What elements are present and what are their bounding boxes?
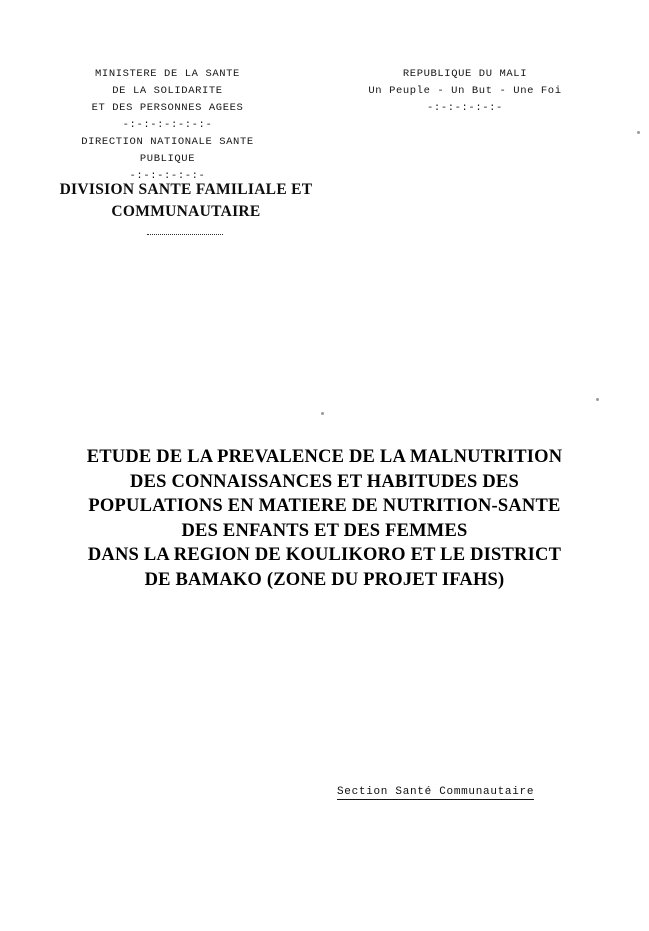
title-line-4: DES ENFANTS ET DES FEMMES (181, 520, 468, 541)
document-header (0, 66, 649, 241)
page-title (0, 445, 649, 592)
ministry-separator-1: -:-:-:-:-:-:- (122, 119, 213, 131)
division-block (36, 179, 336, 223)
ministry-line-4: DIRECTION NATIONALE SANTE (81, 136, 254, 148)
ministry-line-2: DE LA SOLIDARITE (112, 85, 223, 97)
ministry-line-3: ET DES PERSONNES AGEES (91, 102, 244, 114)
republic-line-1: REPUBLIQUE DU MALI (402, 68, 528, 80)
scan-speck (596, 398, 599, 401)
ministry-line-1: MINISTERE DE LA SANTE (95, 68, 240, 80)
republic-motto: Un Peuple - Un But - Une Foi (368, 85, 562, 97)
ministry-block (45, 66, 290, 185)
title-line-3: POPULATIONS EN MATIERE DE NUTRITION-SANTE (88, 496, 561, 516)
division-underline-rule (147, 234, 223, 235)
title-line-6: DE BAMAKO (ZONE DU PROJET IFAHS) (144, 569, 505, 590)
title-line-5: DANS LA REGION DE KOULIKORO ET LE DISTRICT (87, 545, 562, 565)
ministry-separator-2: -:-:-:-:-:- (129, 170, 206, 182)
title-line-1: ETUDE DE LA PREVALENCE DE LA MALNUTRITION (86, 447, 563, 467)
division-line-1: DIVISION SANTE FAMILIALE ET (59, 181, 313, 198)
scan-speck (321, 412, 324, 415)
ministry-line-5: PUBLIQUE (139, 153, 196, 165)
division-line-2: COMMUNAUTAIRE (111, 203, 261, 220)
republic-separator: -:-:-:-:-:- (427, 102, 503, 114)
scan-speck (637, 131, 640, 134)
section-attribution: Section Santé Communautaire (337, 786, 535, 798)
title-line-2: DES CONNAISSANCES ET HABITUDES DES (130, 471, 519, 492)
republic-block (330, 66, 600, 117)
